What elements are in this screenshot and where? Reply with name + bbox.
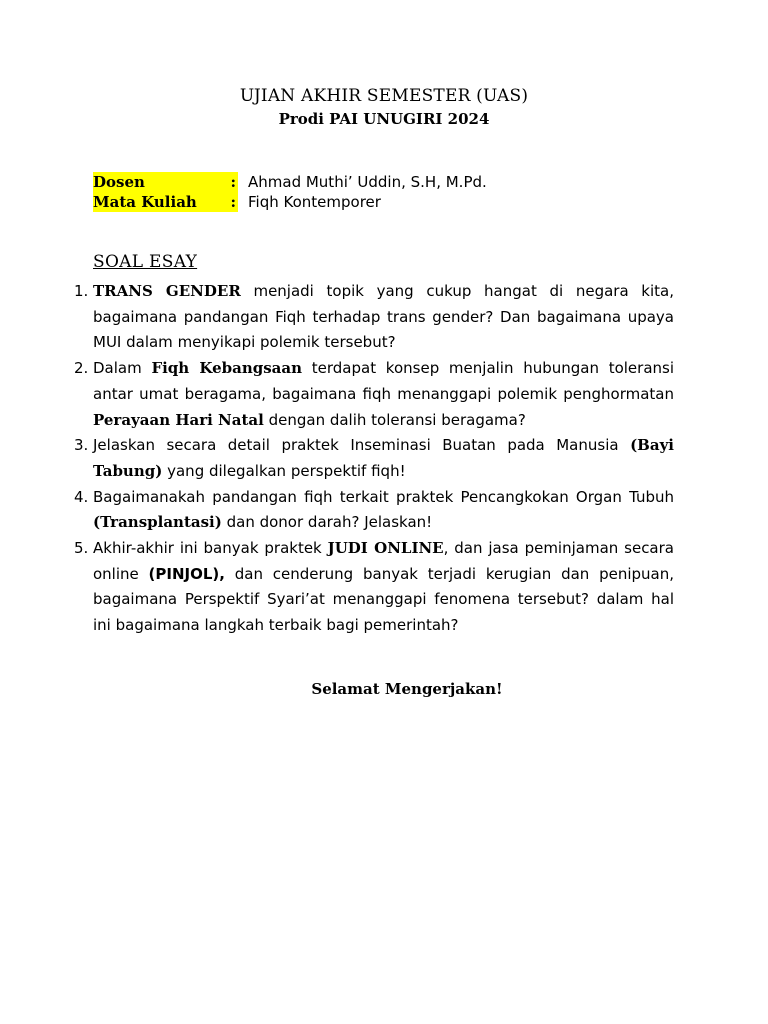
closing-message: Selamat Mengerjakan! [311, 680, 503, 698]
matakuliah-value: Fiqh Kontemporer [248, 193, 381, 211]
question-item-4 [74, 485, 674, 536]
question-text-bold: Perayaan Hari Natal [93, 410, 264, 429]
dosen-label: Dosen [93, 173, 145, 191]
question-text: , dan jasa peminjaman secara online [93, 539, 674, 583]
question-number: 4. [74, 487, 89, 506]
question-text: Dalam [93, 359, 152, 378]
dosen-value: Ahmad Muthi’ Uddin, S.H, M.Pd. [248, 173, 487, 191]
question-text-bold: JUDI ONLINE [327, 539, 444, 558]
question-number: 1. [74, 282, 89, 300]
question-text: Jelaskan secara detail praktek Inseminasi Buatan pada Manusia [93, 436, 631, 455]
matakuliah-separator: : [230, 193, 236, 211]
meta-row-dosen [93, 172, 487, 192]
section-heading: SOAL ESAY [93, 252, 198, 272]
question-item-2 [74, 356, 675, 433]
question-item-1 [74, 279, 674, 356]
question-number: 3. [74, 436, 89, 455]
question-text: terdapat konsep menjalin hubungan toleransi antar umat beragama, bagaimana fiqh menanggapi polemik penghormatan [93, 359, 675, 403]
question-item-3 [74, 433, 674, 484]
question-number: 2. [74, 359, 89, 378]
question-item-5 [74, 536, 674, 639]
question-text: dengan dalih toleransi beragama? [263, 410, 526, 429]
question-text: Akhir-akhir ini banyak praktek [93, 539, 328, 558]
exam-subtitle: Prodi PAI UNUGIRI 2024 [278, 110, 490, 128]
exam-title: UJIAN AKHIR SEMESTER (UAS) [239, 86, 529, 106]
question-text-bold: (Bayi Tabung) [93, 436, 674, 480]
question-number: 5. [74, 539, 89, 558]
question-text: dan donor darah? Jelaskan! [221, 513, 433, 532]
matakuliah-label: Mata Kuliah [93, 193, 197, 211]
dosen-label-highlight [93, 172, 238, 192]
meta-row-mata-kuliah [93, 192, 381, 212]
dosen-separator: : [230, 173, 236, 191]
question-text: Bagaimanakah pandangan fiqh terkait praktek Pencangkokan Organ Tubuh [93, 487, 674, 506]
question-list [74, 279, 675, 639]
question-text-bold: (Transplantasi) [93, 513, 222, 532]
question-text-bold: (PINJOL), [148, 564, 225, 583]
question-text-bold: Fiqh Kebangsaan [151, 359, 303, 378]
question-text: dan cenderung banyak terjadi kerugian dan penipuan, bagaimana Perspektif Syari’at menanggapi fenomena tersebut? dalam hal ini bagaimana langkah terbaik bagi pemerintah? [93, 564, 674, 635]
question-text-bold: TRANS GENDER [93, 282, 241, 300]
question-text: yang dilegalkan perspektif fiqh! [162, 461, 406, 480]
matakuliah-label-highlight [93, 192, 238, 212]
question-text: menjadi topik yang cukup hangat di negara kita, bagaimana pandangan Fiqh terhadap trans gender? Dan bagaimana upaya MUI dalam menyikapi polemik tersebut? [93, 282, 674, 352]
